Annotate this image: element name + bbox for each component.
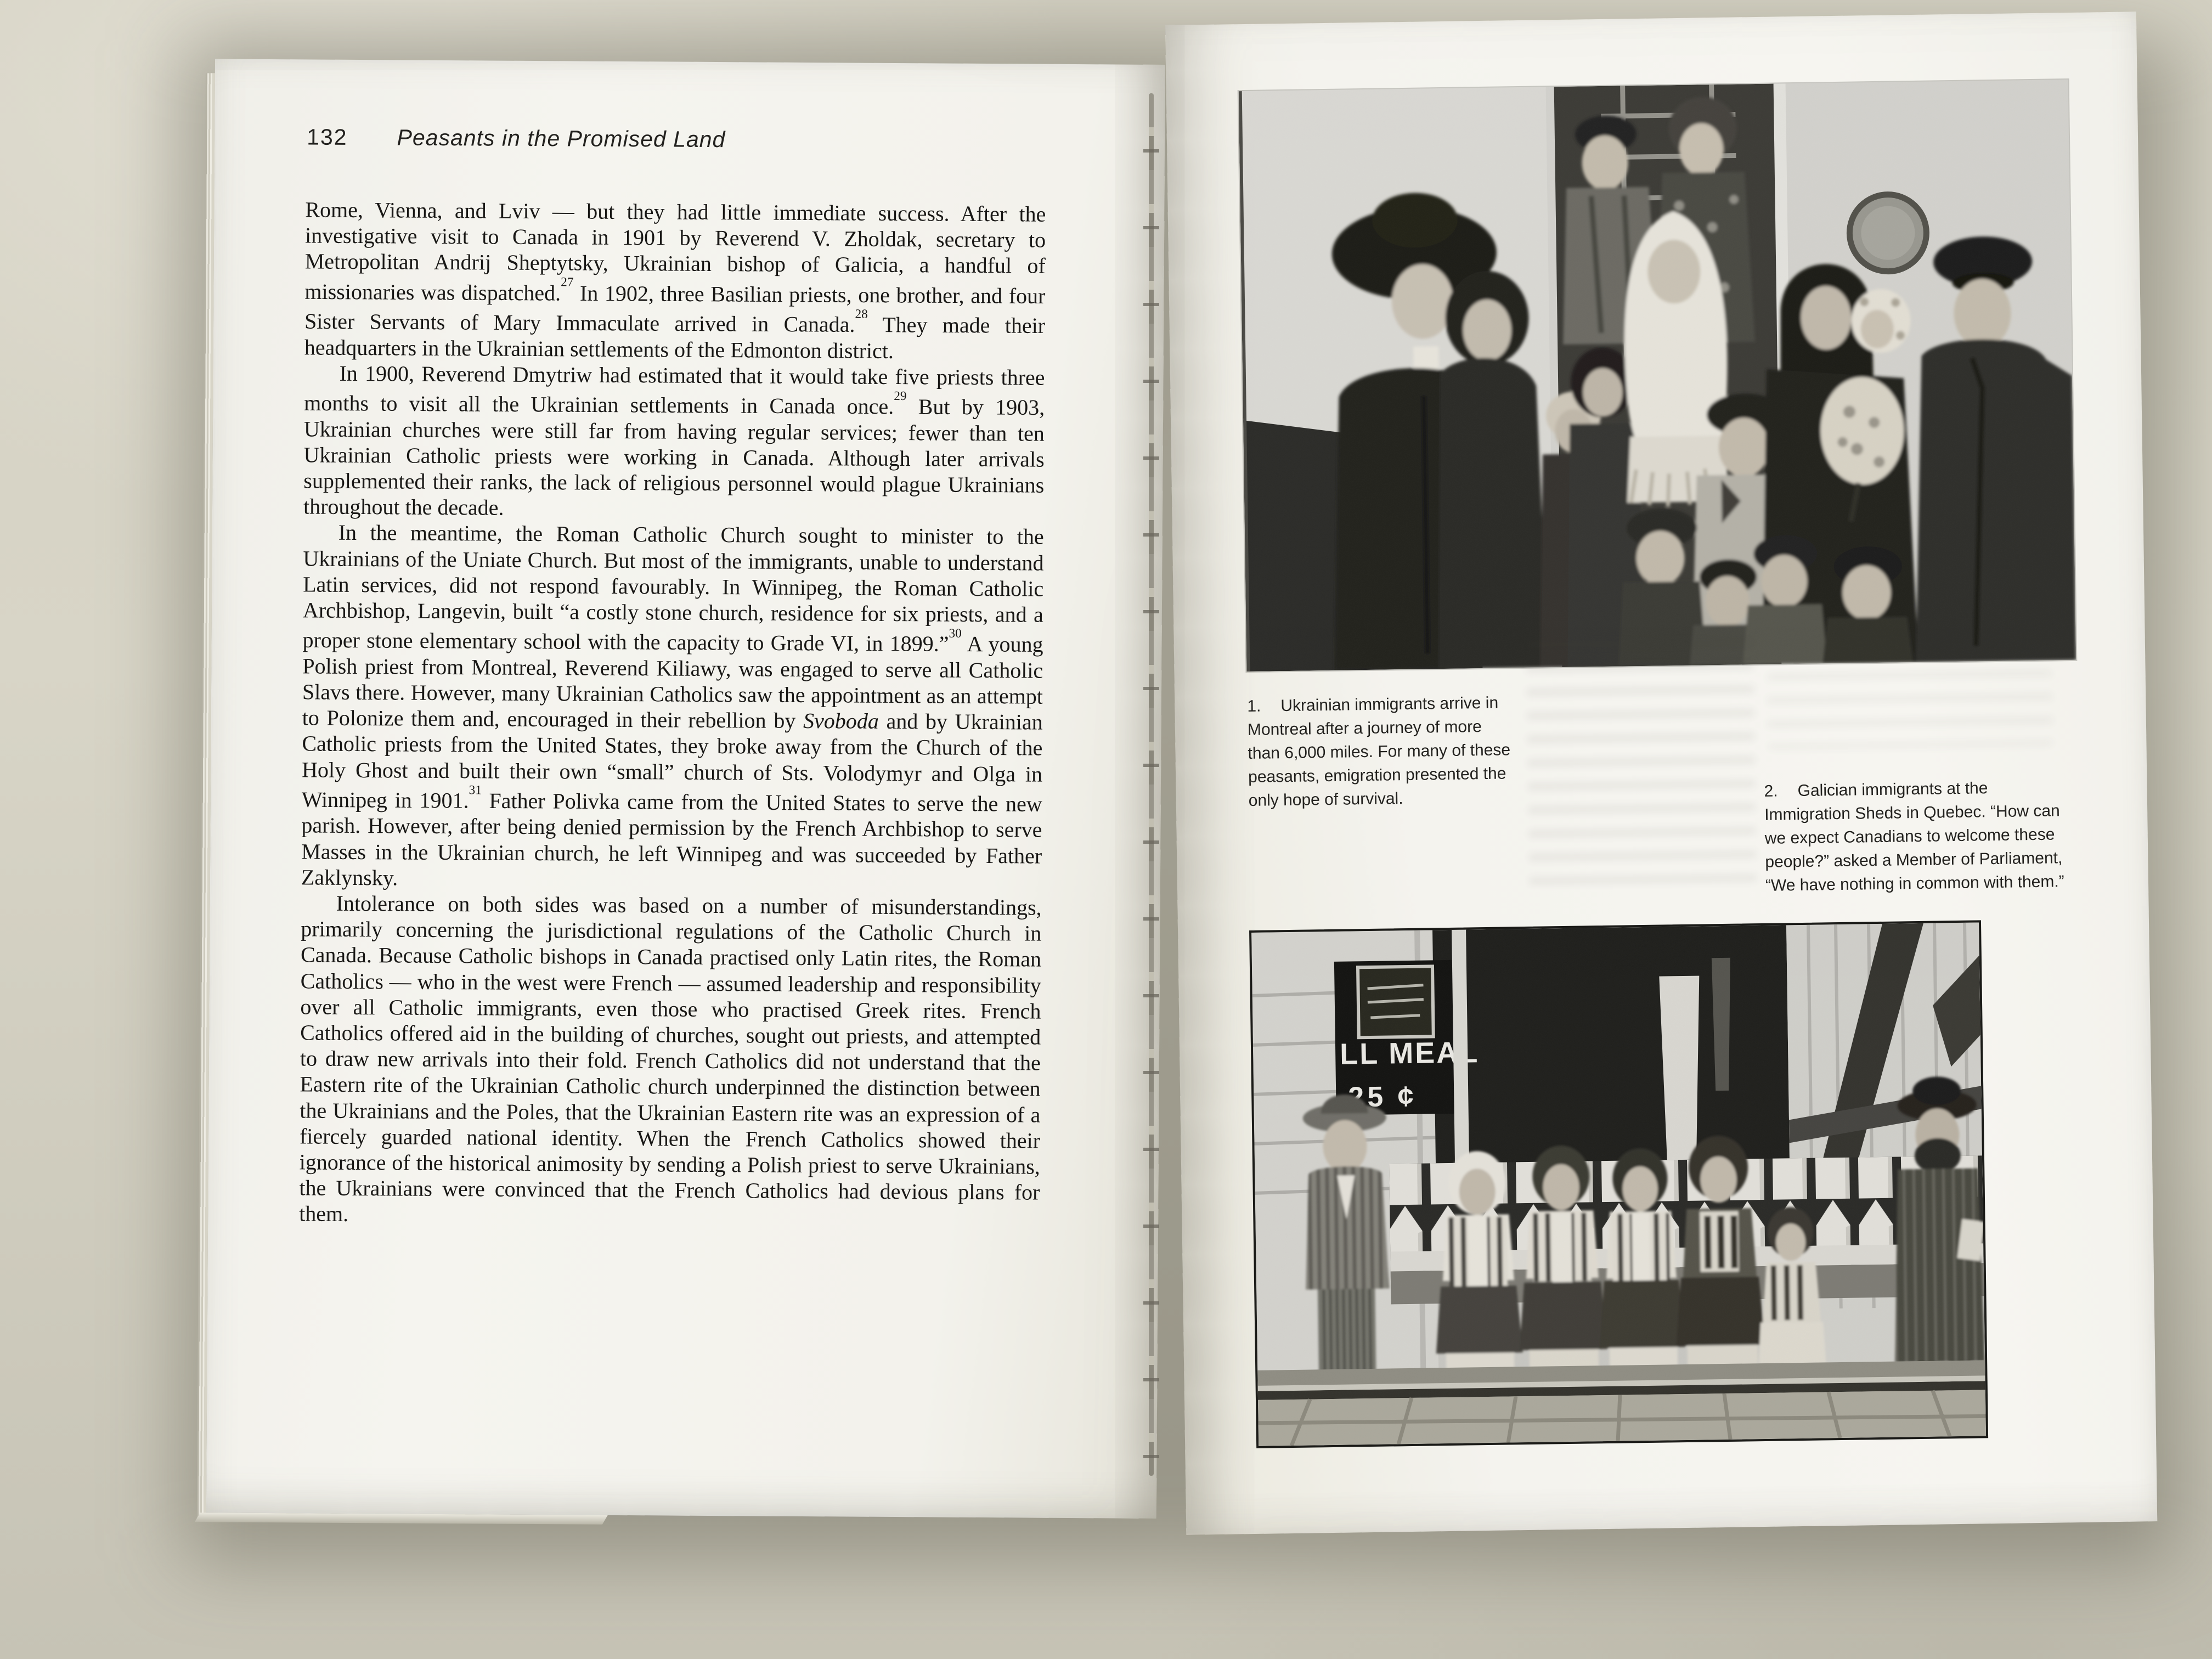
- running-title: Peasants in the Promised Land: [397, 125, 726, 153]
- body-text: [299, 196, 1046, 1231]
- paragraph: Intolerance on both sides was based on a number of misunderstandings, primarily concerning the jurisdictional regulations of the Catholic Church in Canada. Because Catholic bishops in Canada practised only Latin rites, the Roman Catholics — who in the west were French — assumed leadership and responsibility over all Catholic immigrants, even those who practised Greek rites. French Catholics offered aid in the building of churches, sought out priests, and attempted to draw new arrivals into their fold. French Catholics did not understand that the Eastern rite of the Ukrainian Catholic church underpinned the distinction between the Ukrainians and the Poles, that the Ukrainian Eastern rite was an expression of a fiercely guarded national identity. When the French Catholics showed their ignorance of the historical animosity by sending a Polish priest to serve Ukrainians, the Ukrainians were convinced that the French Catholics had devious plans for them.: [299, 890, 1042, 1227]
- page-showthrough: [1526, 638, 1757, 898]
- caption-2-number: 2.: [1764, 782, 1778, 800]
- caption-2: [1764, 775, 2074, 898]
- page-number: 132: [307, 124, 348, 150]
- paragraph: Rome, Vienna, and Lviv — but they had little immediate success. After the investigative visit to Canada in 1901 by Reverend V. Zholdak, secretary to Metropolitan Andrij Sheptytsky, Ukrainian bishop of Galicia, a handful of missionaries was dispatched.$^{27}$ In 1902, three Basilian priests, one brother, and four Sister Servants of Mary Immaculate arrived in Canada.$^{28}$ They made their headquarters in the Ukrainian settlements of the Edmonton district.: [304, 197, 1046, 363]
- photo-2-image: [1251, 922, 1986, 1446]
- paragraph: In the meantime, the Roman Catholic Church sought to minister to the Ukrainians of the Uniate Church. But most of the immigrants, unable to understand Latin services, did not respond favourably. In Winnipeg, the Roman Catholic Archbishop, Langevin, built “a costly stone church, residence for six priests, and a proper stone elementary school with the capacity to Grade VI, in 1899.”$^{30}$ A young Polish priest from Montreal, Reverend Kiliawy, was engaged to serve all Catholic Slavs there. However, many Ukrainian Catholics saw the appointment as an attempt to Polonize them and, encouraged in their rebellion by Svoboda and by Ukrainian Catholic priests from the United States, they broke away from the Church of the Holy Ghost and built their own “small” church of Sts. Volodymyr and Olga in Winnipeg in 1901.31 Father Polivka came from the United States to serve the new parish. However, after being denied permission by the French Archbishop to serve Masses in the Ukrainian church, he left Winnipeg and was succeeded by Father Zaklynsky.: [301, 520, 1044, 890]
- right-page: [1165, 12, 2157, 1534]
- running-head: [307, 124, 725, 153]
- caption-1-text: Ukrainian immigrants arrive in Montreal after a journey of more than 6,000 miles. For many of these peasants, emigration presented the only hope of survival.: [1247, 693, 1511, 810]
- photo-1-image: [1239, 80, 2076, 672]
- paragraph: In 1900, Reverend Dmytriw had estimated that it would take five priests three months to visit all the Ukrainian settlements in Canada once.$^{29}$ But by 1903, Ukrainian churches were still far from having regular services; fewer than ten Ukrainian Catholic priests were working in Canada. Although later arrivals supplemented their ranks, the lack of religious personnel would plague Ukrainians throughout the decade.: [303, 360, 1045, 520]
- caption-1: [1247, 691, 1513, 812]
- binding-stitching: [1149, 93, 1154, 1476]
- caption-1-number: 1.: [1247, 697, 1261, 716]
- caption-2-text: Galician immigrants at the Immigration Sheds in Quebec. “How can we expect Canadians to welcome these people?” asked a Member of Parliament, “We have nothing in common with them.”: [1764, 779, 2064, 895]
- left-page: [206, 59, 1165, 1519]
- photo-2-galician-immigrants-quebec: [1249, 920, 1988, 1448]
- page-showthrough: [1767, 669, 2053, 750]
- photo-1-immigrants-arriving-montreal: [1239, 80, 2076, 672]
